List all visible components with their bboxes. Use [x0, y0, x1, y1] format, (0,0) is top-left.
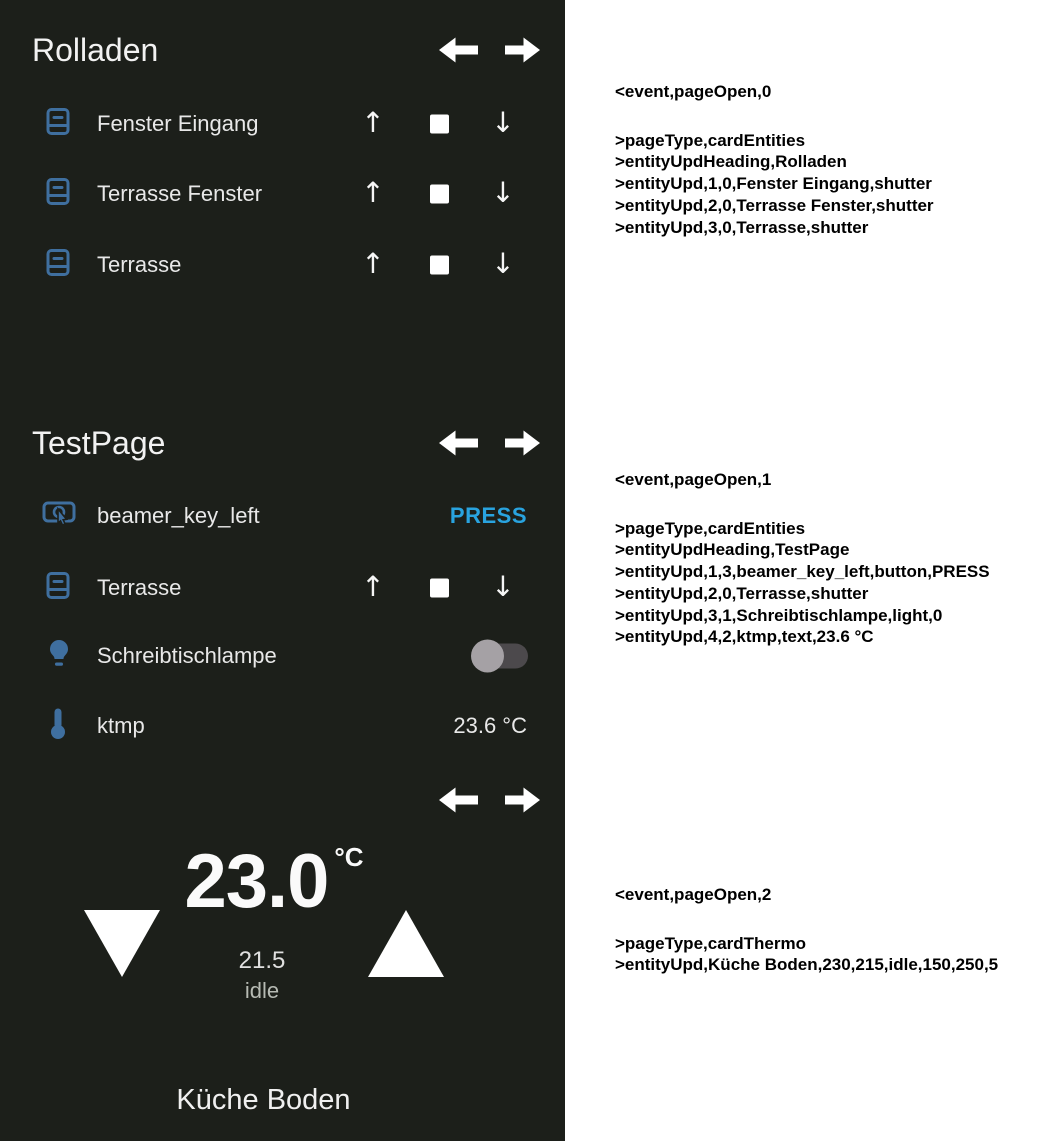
shutter-down-button[interactable]: ↓ — [491, 570, 515, 604]
light-toggle[interactable] — [471, 640, 528, 673]
page-title: TestPage — [32, 425, 166, 461]
protocol-line: >entityUpd,3,0,Terrasse,shutter — [615, 217, 869, 237]
window-shutter-icon — [46, 178, 70, 211]
card-entities-testpage — [0, 410, 565, 770]
entity-label: Terrasse Fenster — [97, 181, 263, 206]
arrow-right-icon — [505, 786, 541, 814]
protocol-block-page2 — [615, 884, 998, 976]
protocol-gap — [615, 491, 990, 518]
next-page-button[interactable] — [505, 429, 545, 457]
protocol-line: >entityUpd,1,0,Fenster Eingang,shutter — [615, 174, 932, 194]
protocol-line: <event,pageOpen,0 — [615, 82, 772, 101]
thermostat-title: Küche Boden — [176, 1084, 351, 1116]
thermometer-icon — [50, 708, 66, 745]
protocol-line: >entityUpd,4,2,ktmp,text,23.6 °C — [615, 627, 874, 647]
arrow-left-icon — [438, 429, 478, 457]
arrow-left-icon — [438, 786, 478, 814]
protocol-line: >entityUpd,3,1,Schreibtischlampe,light,0 — [615, 605, 943, 625]
protocol-block-page1 — [615, 469, 990, 648]
shutter-stop-button[interactable] — [430, 579, 449, 598]
protocol-line: >entityUpd,2,0,Terrasse,shutter — [615, 583, 869, 603]
prev-page-button[interactable] — [438, 786, 478, 814]
window-shutter-icon — [46, 108, 70, 141]
entity-label: Fenster Eingang — [97, 111, 259, 136]
entity-row — [0, 488, 565, 544]
window-shutter-icon — [46, 249, 70, 282]
prev-page-button[interactable] — [438, 36, 478, 64]
protocol-line: >entityUpdHeading,Rolladen — [615, 152, 847, 172]
protocol-line: >entityUpd,Küche Boden,230,215,idle,150,250,5 — [615, 955, 999, 975]
sensor-value: 23.6 °C — [453, 713, 527, 738]
toggle-knob — [471, 640, 504, 673]
entity-label: Schreibtischlampe — [97, 643, 277, 668]
press-button[interactable]: PRESS — [449, 503, 527, 528]
entity-row — [0, 698, 565, 754]
entity-label: Terrasse — [97, 575, 182, 600]
gesture-tap-button-icon — [42, 498, 76, 535]
protocol-block-page0 — [615, 81, 934, 238]
arrow-right-icon — [505, 429, 541, 457]
prev-page-button[interactable] — [438, 429, 478, 457]
current-temperature — [0, 840, 548, 924]
entity-row — [0, 96, 565, 152]
shutter-up-button[interactable]: ↑ — [361, 106, 385, 140]
shutter-up-button[interactable]: ↑ — [361, 176, 385, 210]
protocol-gap — [615, 103, 934, 130]
target-temperature: 21.5 — [238, 947, 286, 974]
temperature-unit: °C — [334, 842, 364, 872]
hvac-state: idle — [244, 978, 280, 1003]
entity-row — [0, 628, 565, 684]
shutter-up-button[interactable]: ↑ — [361, 570, 385, 604]
next-page-button[interactable] — [505, 36, 545, 64]
arrow-left-icon — [438, 36, 478, 64]
protocol-line: >pageType,cardThermo — [615, 933, 806, 953]
window-shutter-icon — [46, 572, 70, 605]
card-entities-rolladen — [0, 0, 565, 400]
protocol-line: >entityUpd,1,3,beamer_key_left,button,PRESS — [615, 562, 990, 582]
protocol-line: >pageType,cardEntities — [615, 518, 806, 538]
entity-row — [0, 560, 565, 616]
entity-row — [0, 237, 565, 293]
arrow-right-icon — [505, 36, 541, 64]
shutter-stop-button[interactable] — [430, 256, 449, 275]
protocol-line: >pageType,cardEntities — [615, 130, 806, 150]
shutter-stop-button[interactable] — [430, 115, 449, 134]
entity-row — [0, 166, 565, 222]
current-temperature-value: 23.0 — [184, 839, 329, 924]
page-title: Rolladen — [32, 32, 159, 68]
protocol-line: <event,pageOpen,1 — [615, 470, 772, 489]
next-page-button[interactable] — [505, 786, 545, 814]
shutter-down-button[interactable]: ↓ — [491, 176, 515, 210]
protocol-line: >entityUpdHeading,TestPage — [615, 540, 850, 560]
lightbulb-icon — [48, 639, 70, 673]
protocol-line: >entityUpd,2,0,Terrasse Fenster,shutter — [615, 195, 934, 215]
protocol-line: <event,pageOpen,2 — [615, 885, 772, 904]
card-thermo-kueche-boden — [0, 770, 565, 1141]
protocol-gap — [615, 906, 998, 933]
shutter-down-button[interactable]: ↓ — [491, 247, 515, 281]
shutter-stop-button[interactable] — [430, 185, 449, 204]
shutter-down-button[interactable]: ↓ — [491, 106, 515, 140]
shutter-up-button[interactable]: ↑ — [361, 247, 385, 281]
entity-label: Terrasse — [97, 252, 182, 277]
entity-label: ktmp — [97, 713, 145, 738]
entity-label: beamer_key_left — [97, 503, 260, 528]
